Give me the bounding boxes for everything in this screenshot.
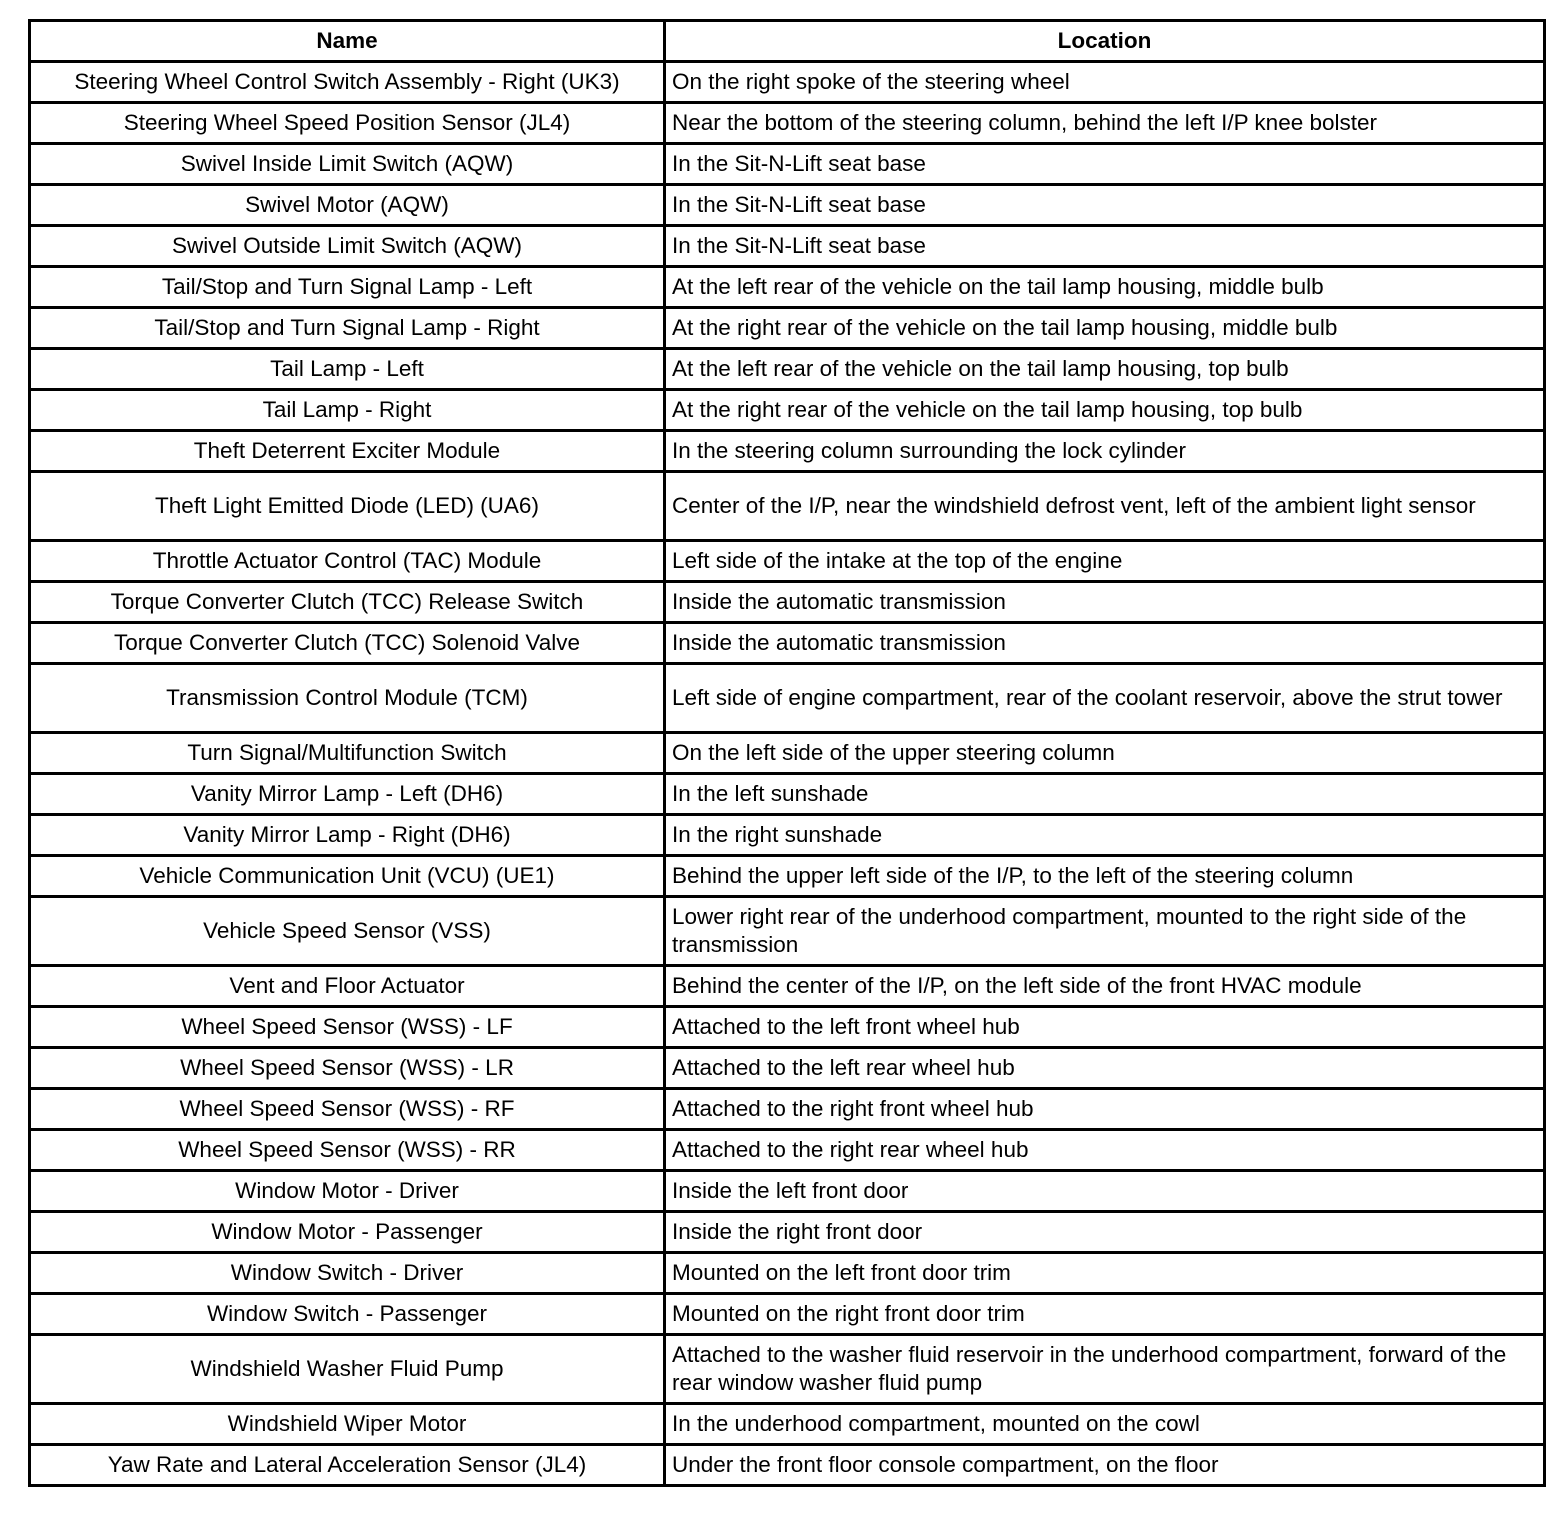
- component-name-cell: Vent and Floor Actuator: [30, 966, 665, 1007]
- component-name-cell: Steering Wheel Control Switch Assembly - Right (UK3): [30, 62, 665, 103]
- component-location-cell: Inside the right front door: [665, 1212, 1545, 1253]
- component-name-cell: Tail Lamp - Right: [30, 390, 665, 431]
- table-row: [30, 62, 1545, 103]
- component-location-cell: At the left rear of the vehicle on the tail lamp housing, top bulb: [665, 349, 1545, 390]
- component-location-cell: At the left rear of the vehicle on the tail lamp housing, middle bulb: [665, 267, 1545, 308]
- table-row: [30, 897, 1545, 966]
- component-name-cell: Transmission Control Module (TCM): [30, 664, 665, 733]
- component-location-table: [28, 19, 1546, 1487]
- component-name-cell: Yaw Rate and Lateral Acceleration Sensor (JL4): [30, 1445, 665, 1486]
- table-row: [30, 1171, 1545, 1212]
- table-row: [30, 144, 1545, 185]
- component-location-cell: Inside the automatic transmission: [665, 582, 1545, 623]
- table-row: [30, 856, 1545, 897]
- table-row: [30, 1212, 1545, 1253]
- component-name-cell: Swivel Inside Limit Switch (AQW): [30, 144, 665, 185]
- component-location-cell: Attached to the washer fluid reservoir in the underhood compartment, forward of the rear window washer fluid pump: [665, 1335, 1545, 1404]
- table-row: [30, 308, 1545, 349]
- table-row: [30, 1089, 1545, 1130]
- component-name-cell: Vehicle Speed Sensor (VSS): [30, 897, 665, 966]
- component-location-cell: On the right spoke of the steering wheel: [665, 62, 1545, 103]
- component-name-cell: Window Switch - Driver: [30, 1253, 665, 1294]
- component-name-cell: Vanity Mirror Lamp - Left (DH6): [30, 774, 665, 815]
- table-row: [30, 1294, 1545, 1335]
- name-column-header: Name: [30, 21, 665, 62]
- component-location-cell: In the left sunshade: [665, 774, 1545, 815]
- component-location-cell: Inside the left front door: [665, 1171, 1545, 1212]
- component-location-cell: In the underhood compartment, mounted on the cowl: [665, 1404, 1545, 1445]
- component-name-cell: Wheel Speed Sensor (WSS) - RR: [30, 1130, 665, 1171]
- component-name-cell: Tail Lamp - Left: [30, 349, 665, 390]
- component-location-cell: Center of the I/P, near the windshield defrost vent, left of the ambient light sensor: [665, 472, 1545, 541]
- component-location-cell: Left side of the intake at the top of the engine: [665, 541, 1545, 582]
- component-location-cell: In the steering column surrounding the lock cylinder: [665, 431, 1545, 472]
- component-name-cell: Tail/Stop and Turn Signal Lamp - Right: [30, 308, 665, 349]
- component-location-cell: In the Sit-N-Lift seat base: [665, 144, 1545, 185]
- component-name-cell: Turn Signal/Multifunction Switch: [30, 733, 665, 774]
- component-name-cell: Steering Wheel Speed Position Sensor (JL4): [30, 103, 665, 144]
- component-name-cell: Theft Light Emitted Diode (LED) (UA6): [30, 472, 665, 541]
- table-row: [30, 1253, 1545, 1294]
- table-row: [30, 966, 1545, 1007]
- table-row: [30, 733, 1545, 774]
- component-name-cell: Wheel Speed Sensor (WSS) - LF: [30, 1007, 665, 1048]
- table-row: [30, 623, 1545, 664]
- table-row: [30, 431, 1545, 472]
- component-name-cell: Throttle Actuator Control (TAC) Module: [30, 541, 665, 582]
- table-row: [30, 1007, 1545, 1048]
- component-name-cell: Vanity Mirror Lamp - Right (DH6): [30, 815, 665, 856]
- component-location-cell: Behind the center of the I/P, on the left side of the front HVAC module: [665, 966, 1545, 1007]
- component-location-cell: Under the front floor console compartment, on the floor: [665, 1445, 1545, 1486]
- component-location-cell: On the left side of the upper steering column: [665, 733, 1545, 774]
- component-location-cell: Lower right rear of the underhood compartment, mounted to the right side of the transmission: [665, 897, 1545, 966]
- header-row: [30, 21, 1545, 62]
- component-name-cell: Tail/Stop and Turn Signal Lamp - Left: [30, 267, 665, 308]
- table-row: [30, 267, 1545, 308]
- table-row: [30, 185, 1545, 226]
- component-name-cell: Windshield Washer Fluid Pump: [30, 1335, 665, 1404]
- component-location-cell: At the right rear of the vehicle on the tail lamp housing, top bulb: [665, 390, 1545, 431]
- component-location-cell: Attached to the right rear wheel hub: [665, 1130, 1545, 1171]
- component-location-cell: Mounted on the right front door trim: [665, 1294, 1545, 1335]
- component-location-cell: At the right rear of the vehicle on the tail lamp housing, middle bulb: [665, 308, 1545, 349]
- table-row: [30, 1048, 1545, 1089]
- table-row: [30, 774, 1545, 815]
- location-column-header: Location: [665, 21, 1545, 62]
- component-name-cell: Window Switch - Passenger: [30, 1294, 665, 1335]
- component-location-cell: Left side of engine compartment, rear of the coolant reservoir, above the strut tower: [665, 664, 1545, 733]
- table-row: [30, 1404, 1545, 1445]
- component-name-cell: Theft Deterrent Exciter Module: [30, 431, 665, 472]
- table-row: [30, 664, 1545, 733]
- component-location-cell: Near the bottom of the steering column, behind the left I/P knee bolster: [665, 103, 1545, 144]
- component-location-cell: In the Sit-N-Lift seat base: [665, 226, 1545, 267]
- component-location-cell: Attached to the right front wheel hub: [665, 1089, 1545, 1130]
- component-location-cell: Attached to the left front wheel hub: [665, 1007, 1545, 1048]
- component-name-cell: Swivel Outside Limit Switch (AQW): [30, 226, 665, 267]
- table-row: [30, 1445, 1545, 1486]
- table-row: [30, 815, 1545, 856]
- component-name-cell: Vehicle Communication Unit (VCU) (UE1): [30, 856, 665, 897]
- component-name-cell: Wheel Speed Sensor (WSS) - RF: [30, 1089, 665, 1130]
- component-location-cell: Attached to the left rear wheel hub: [665, 1048, 1545, 1089]
- table-row: [30, 390, 1545, 431]
- component-location-cell: In the Sit-N-Lift seat base: [665, 185, 1545, 226]
- component-name-cell: Swivel Motor (AQW): [30, 185, 665, 226]
- table-row: [30, 472, 1545, 541]
- table-row: [30, 1130, 1545, 1171]
- table-row: [30, 541, 1545, 582]
- component-name-cell: Window Motor - Driver: [30, 1171, 665, 1212]
- component-location-cell: Inside the automatic transmission: [665, 623, 1545, 664]
- component-name-cell: Wheel Speed Sensor (WSS) - LR: [30, 1048, 665, 1089]
- component-location-cell: Mounted on the left front door trim: [665, 1253, 1545, 1294]
- table-row: [30, 226, 1545, 267]
- table-row: [30, 103, 1545, 144]
- table-row: [30, 349, 1545, 390]
- component-name-cell: Windshield Wiper Motor: [30, 1404, 665, 1445]
- component-location-cell: Behind the upper left side of the I/P, to the left of the steering column: [665, 856, 1545, 897]
- component-name-cell: Torque Converter Clutch (TCC) Release Switch: [30, 582, 665, 623]
- component-location-cell: In the right sunshade: [665, 815, 1545, 856]
- table-row: [30, 1335, 1545, 1404]
- component-name-cell: Torque Converter Clutch (TCC) Solenoid Valve: [30, 623, 665, 664]
- component-name-cell: Window Motor - Passenger: [30, 1212, 665, 1253]
- table-row: [30, 582, 1545, 623]
